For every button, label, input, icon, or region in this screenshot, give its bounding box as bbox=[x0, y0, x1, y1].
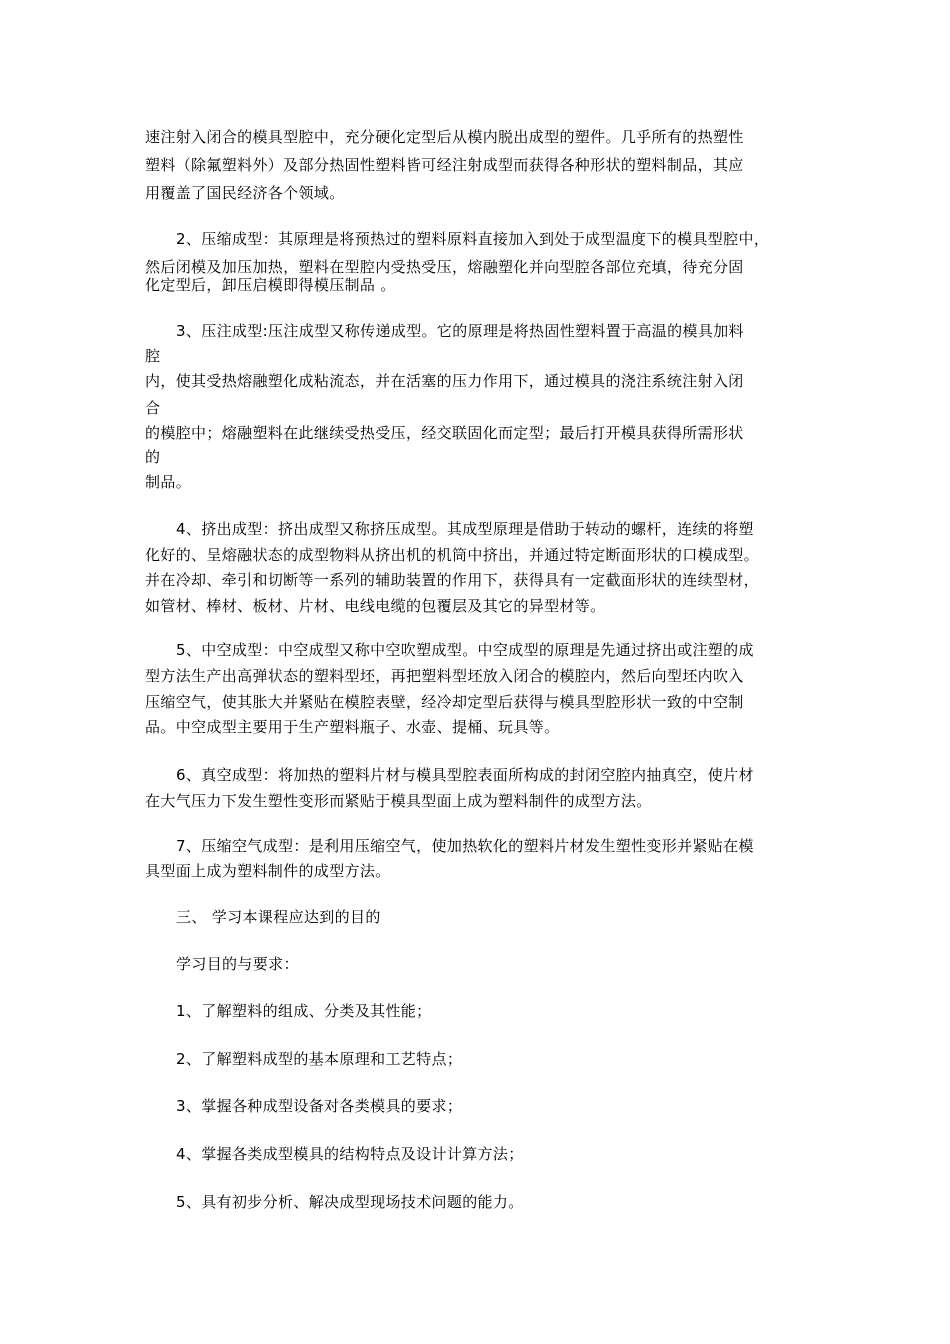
goal-item-1: 1、了解塑料的组成、分类及其性能； bbox=[176, 1002, 432, 1020]
paragraph-6-line-1: 6、真空成型：将加热的塑料片材与模具型腔表面所构成的封闭空腔内抽真空，使片材 bbox=[176, 766, 754, 784]
paragraph-3-line-1: 3、压注成型:压注成型又称传递成型。它的原理是将热固性塑料置于高温的模具加料 bbox=[176, 322, 744, 340]
paragraph-5-line-4: 品。中空成型主要用于生产塑料瓶子、水壶、提桶、玩具等。 bbox=[145, 718, 560, 736]
paragraph-1-line-1: 速注射入闭合的模具型腔中，充分硬化定型后从模内脱出成型的塑件。几乎所有的热塑性 bbox=[145, 128, 744, 146]
paragraph-5-line-1: 5、中空成型：中空成型又称中空吹塑成型。中空成型的原理是先通过挤出或注塑的成 bbox=[176, 641, 754, 659]
paragraph-4-line-3: 并在冷却、牵引和切断等一系列的辅助装置的作用下，获得具有一定截面形状的连续型材， bbox=[145, 571, 760, 589]
paragraph-4-line-1: 4、挤出成型：挤出成型又称挤压成型。其成型原理是借助于转动的螺杆，连续的将塑 bbox=[176, 520, 754, 538]
paragraph-3-line-6: 的 bbox=[145, 448, 161, 466]
paragraph-1-line-3: 用覆盖了国民经济各个领域。 bbox=[145, 184, 345, 202]
paragraph-3-line-2: 腔 bbox=[145, 347, 161, 365]
paragraph-5-line-2: 型方法生产出高弹状态的塑料型坯，再把塑料型坯放入闭合的模腔内，然后向型坯内吹入 bbox=[145, 667, 744, 685]
paragraph-7-line-2: 具型面上成为塑料制件的成型方法。 bbox=[145, 862, 391, 880]
paragraph-3-line-3: 内，使其受热熔融塑化成粘流态，并在活塞的压力作用下，通过模具的浇注系统注射入闭 bbox=[145, 372, 744, 390]
goal-item-3: 3、掌握各种成型设备对各类模具的要求； bbox=[176, 1097, 463, 1115]
paragraph-4-line-2: 化好的、呈熔融状态的成型物料从挤出机的机筒中挤出，并通过特定断面形状的口模成型。 bbox=[145, 546, 760, 564]
paragraph-4-line-4: 如管材、棒材、板材、片材、电线电缆的包覆层及其它的异型材等。 bbox=[145, 597, 606, 615]
paragraph-2-line-2: 然后闭模及加压加热，塑料在型腔内受热受压，熔融塑化并向型腔各部位充填，待充分固 bbox=[145, 258, 744, 276]
section-heading: 三、 学习本课程应达到的目的 bbox=[176, 908, 381, 926]
paragraph-3-line-4: 合 bbox=[145, 399, 161, 417]
paragraph-1-line-2: 塑料（除氟塑料外）及部分热固性塑料皆可经注射成型而获得各种形状的塑料制品，其应 bbox=[145, 156, 744, 174]
goal-item-2: 2、了解塑料成型的基本原理和工艺特点； bbox=[176, 1050, 463, 1068]
goal-item-4: 4、掌握各类成型模具的结构特点及设计计算方法； bbox=[176, 1145, 524, 1163]
goal-item-5: 5、具有初步分析、解决成型现场技术问题的能力。 bbox=[176, 1193, 524, 1211]
paragraph-5-line-3: 压缩空气，使其胀大并紧贴在模腔表壁，经冷却定型后获得与模具型腔形状一致的中空制 bbox=[145, 693, 744, 711]
paragraph-6-line-2: 在大气压力下发生塑性变形而紧贴于模具型面上成为塑料制件的成型方法。 bbox=[145, 792, 652, 810]
paragraph-2-line-1: 2、压缩成型：其原理是将预热过的塑料原料直接加入到处于成型温度下的模具型腔中， bbox=[176, 230, 770, 248]
paragraph-3-line-5: 的模腔中；熔融塑料在此继续受热受压，经交联固化而定型；最后打开模具获得所需形状 bbox=[145, 424, 744, 442]
paragraph-3-line-7: 制品。 bbox=[145, 473, 192, 491]
goals-heading: 学习目的与要求： bbox=[176, 955, 299, 973]
paragraph-7-line-1: 7、压缩空气成型：是利用压缩空气，使加热软化的塑料片材发生塑性变形并紧贴在模 bbox=[176, 837, 754, 855]
paragraph-2-line-3: 化定型后，卸压启模即得模压制品 。 bbox=[145, 276, 396, 294]
